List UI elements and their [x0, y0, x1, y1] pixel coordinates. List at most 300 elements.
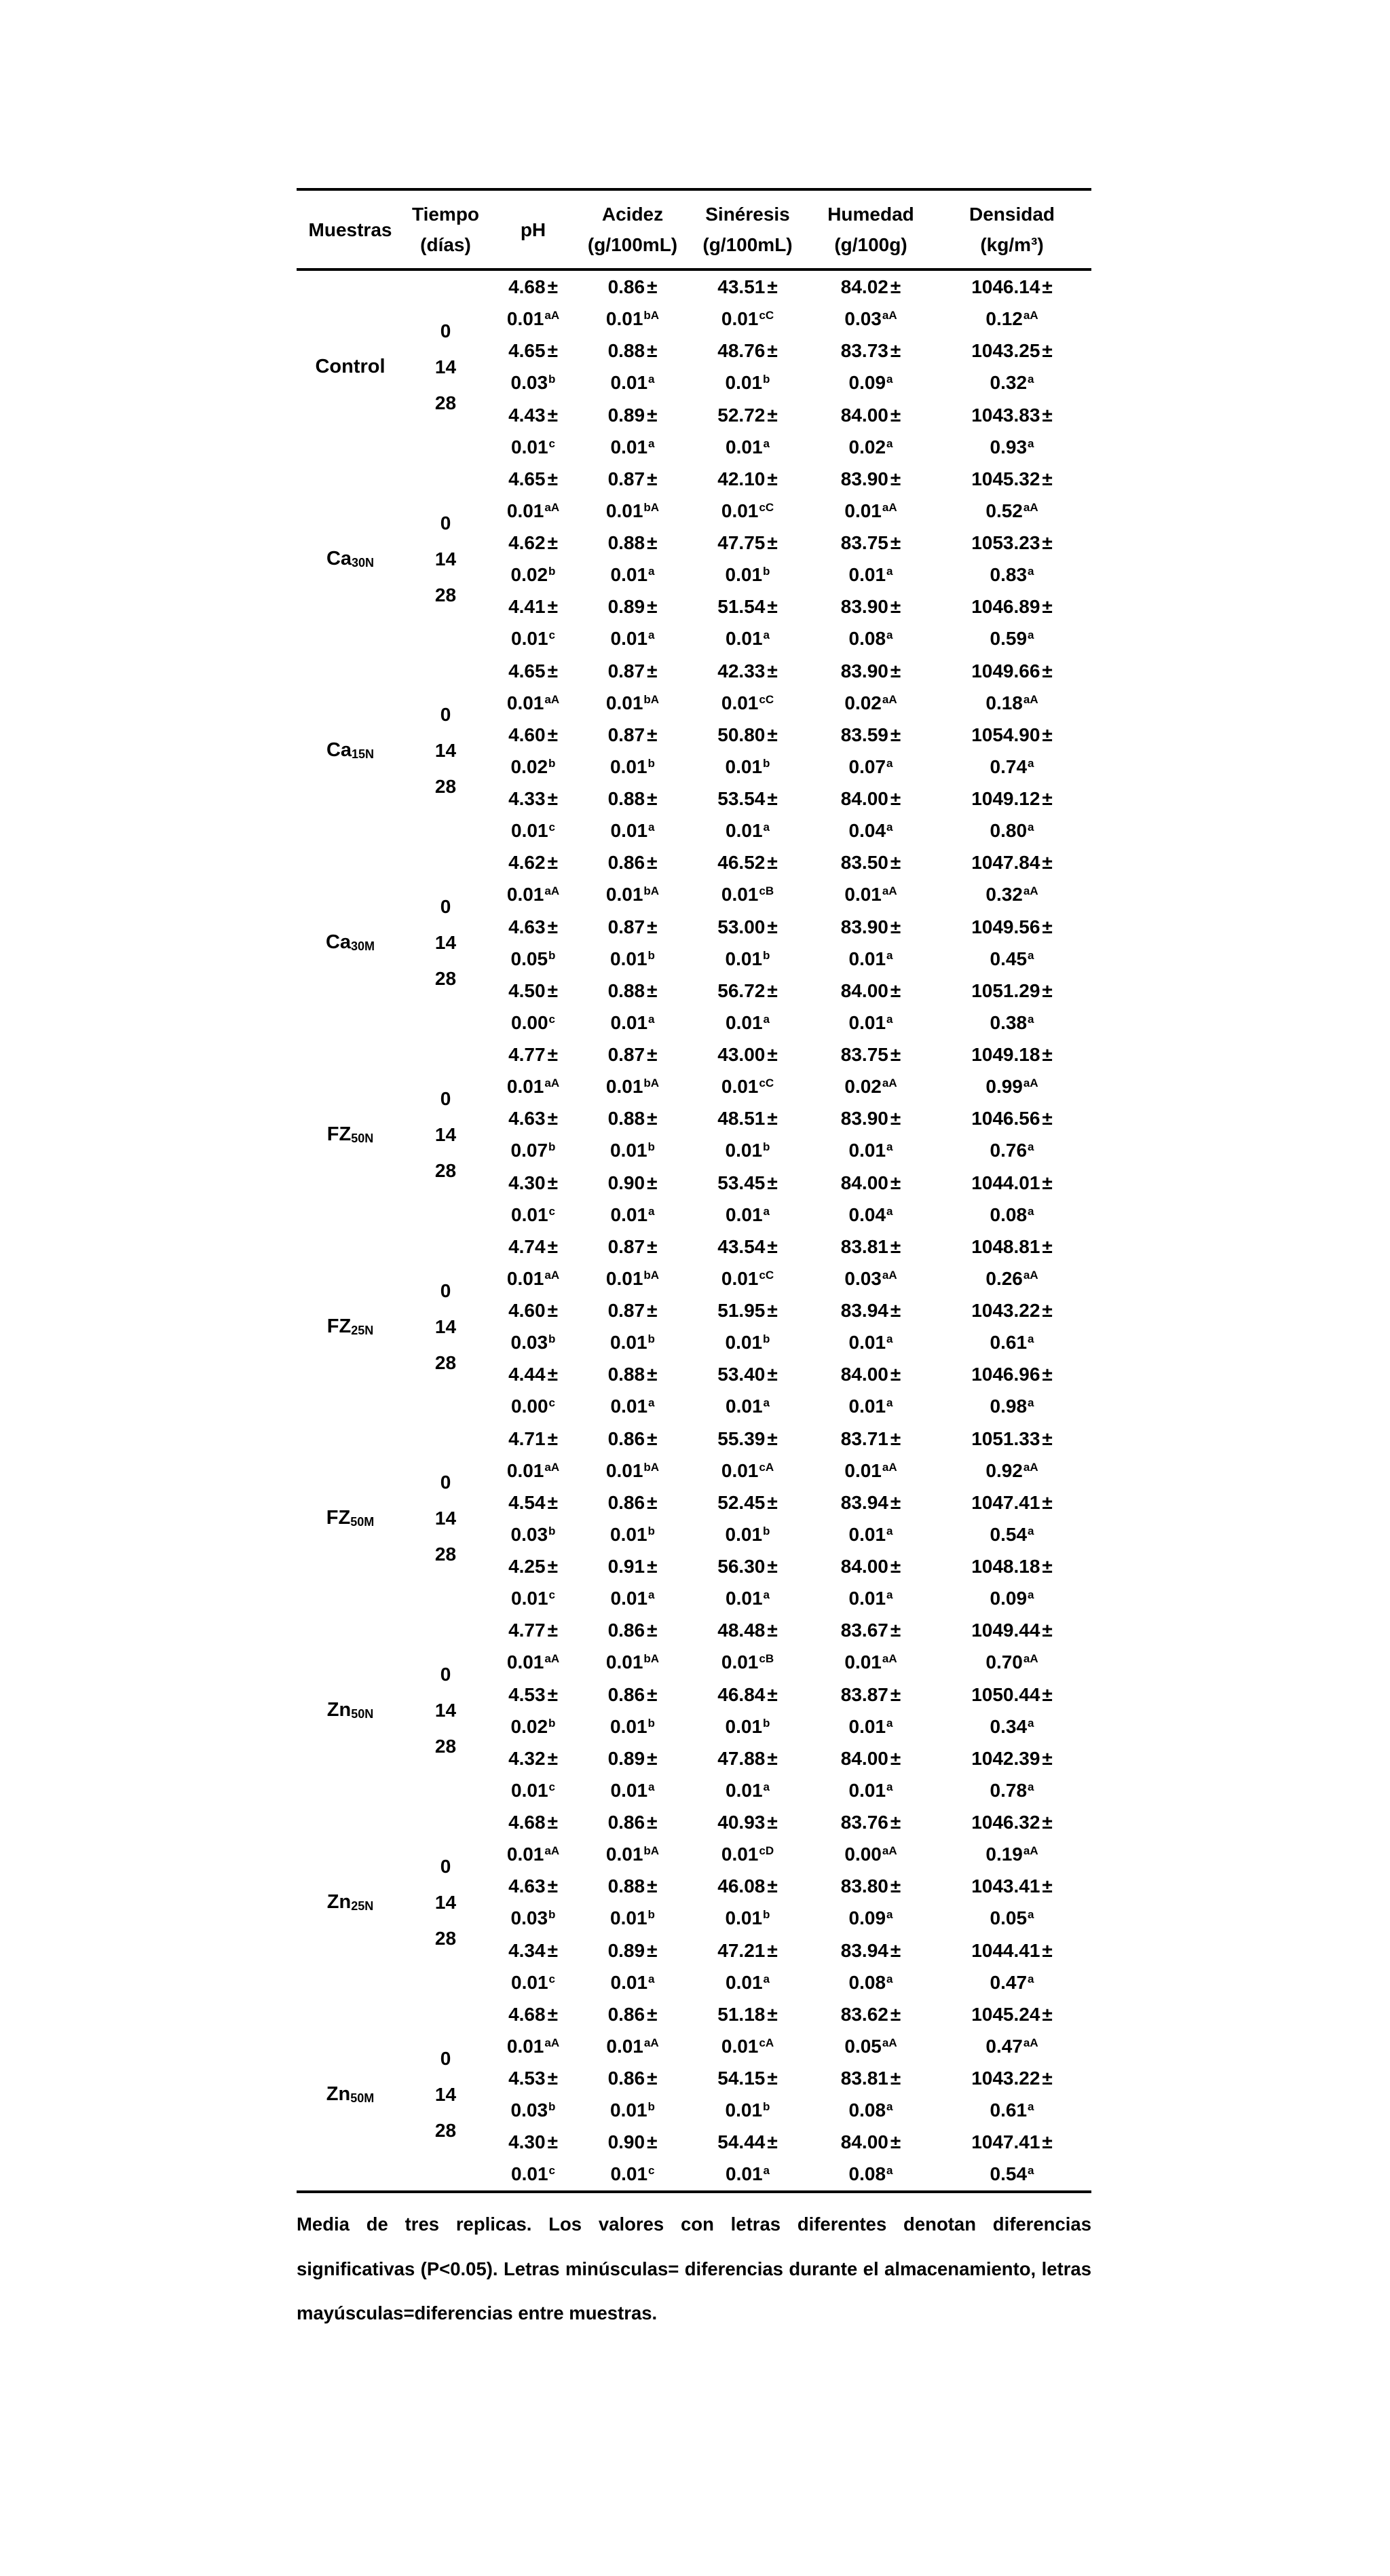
sample-name [297, 1423, 404, 1615]
value-line [933, 1550, 1091, 1582]
error-text: 0.76 [990, 1140, 1028, 1161]
day-label: 0 [440, 1087, 451, 1109]
significance-superscript: b [647, 1140, 655, 1154]
significance-superscript: cD [759, 1844, 774, 1858]
significance-superscript: a [886, 1204, 893, 1218]
significance-superscript: a [763, 1204, 770, 1218]
column-unit: (g/100mL) [702, 234, 793, 255]
plus-minus: ± [547, 596, 558, 618]
plus-minus: ± [1042, 1939, 1053, 1961]
error-line [686, 1774, 809, 1806]
error-text: 0.61 [990, 2099, 1028, 2121]
significance-superscript: b [647, 1908, 655, 1922]
error-text: 0.47 [990, 1971, 1028, 1993]
error-line [487, 2158, 579, 2190]
day-label: 14 [434, 1700, 457, 1721]
error-line [809, 1711, 933, 1742]
value-line [579, 719, 686, 751]
value-text: 4.62 [508, 852, 546, 874]
value-line [809, 1039, 933, 1070]
value-line [933, 1935, 1091, 1966]
value-line [579, 335, 686, 367]
error-text: 0.03 [510, 1907, 548, 1929]
plus-minus: ± [647, 1108, 658, 1130]
plus-minus: ± [1042, 852, 1053, 874]
value-line [579, 846, 686, 878]
measure-cell-acidez [579, 1039, 686, 1231]
column-header-acidez [579, 199, 686, 260]
significance-superscript: a [648, 565, 655, 578]
value-line [487, 271, 579, 303]
value-line [933, 271, 1091, 303]
significance-superscript: b [763, 948, 770, 962]
sample-block-zn50m [297, 1998, 1091, 2190]
plus-minus: ± [1042, 468, 1053, 489]
error-text: 0.01 [610, 1140, 647, 1161]
value-line [933, 335, 1091, 367]
error-line [579, 1134, 686, 1166]
error-text: 0.03 [510, 1332, 548, 1354]
value-line [579, 1935, 686, 1966]
significance-superscript: a [1028, 756, 1034, 770]
error-line [487, 1774, 579, 1806]
value-line [686, 527, 809, 559]
value-text: 4.68 [508, 1812, 546, 1833]
significance-superscript: b [647, 1524, 655, 1537]
value-line [933, 1806, 1091, 1838]
error-text: 0.08 [990, 1203, 1028, 1225]
value-text: 48.51 [717, 1108, 766, 1130]
value-text: 0.86 [607, 1620, 645, 1641]
significance-superscript: aA [882, 309, 897, 322]
value-text: 46.52 [717, 852, 766, 874]
value-line [809, 1487, 933, 1518]
value-text: 0.86 [607, 1427, 645, 1449]
value-text: 4.60 [508, 1300, 546, 1321]
value-line [933, 911, 1091, 943]
significance-superscript: a [886, 821, 893, 834]
value-line [487, 1039, 579, 1070]
error-text: 0.38 [990, 1011, 1028, 1033]
error-text: 0.01 [726, 436, 763, 458]
day-label: 0 [440, 1280, 451, 1301]
plus-minus: ± [767, 1108, 778, 1130]
error-line [686, 1263, 809, 1294]
plus-minus: ± [890, 1427, 901, 1449]
measure-cell-acidez [579, 1806, 686, 1998]
value-text: 1049.12 [971, 788, 1040, 809]
error-line [487, 1902, 579, 1934]
significance-superscript: a [886, 1524, 893, 1537]
value-text: 1046.56 [971, 1108, 1040, 1130]
value-text: 1046.96 [971, 1364, 1040, 1385]
column-header-muestras [297, 214, 404, 245]
plus-minus: ± [767, 660, 778, 682]
error-line [809, 1263, 933, 1294]
significance-superscript: b [548, 565, 556, 578]
value-line [809, 1742, 933, 1774]
error-text: 0.01 [848, 1779, 886, 1801]
value-text: 84.00 [840, 1172, 888, 1193]
value-text: 53.00 [717, 916, 766, 937]
significance-superscript: b [548, 756, 556, 770]
value-line [686, 1231, 809, 1263]
error-line [933, 1902, 1091, 1934]
error-line [933, 622, 1091, 654]
error-text: 0.01 [721, 1844, 759, 1865]
error-text: 0.01 [610, 628, 648, 650]
value-text: 4.63 [508, 1875, 546, 1897]
error-text: 0.32 [990, 372, 1028, 394]
plus-minus: ± [1042, 1364, 1053, 1385]
value-text: 0.90 [607, 2131, 645, 2153]
significance-superscript: b [548, 1908, 556, 1922]
sample-name [297, 1806, 404, 1998]
plus-minus: ± [647, 788, 658, 809]
value-line [809, 1231, 933, 1263]
value-text: 0.89 [607, 404, 645, 426]
error-text: 0.01 [511, 820, 548, 842]
error-text: 0.01 [506, 1267, 544, 1289]
error-line [933, 1390, 1091, 1422]
plus-minus: ± [647, 276, 658, 297]
error-line [579, 751, 686, 783]
measure-cell-acidez [579, 1998, 686, 2190]
value-line [579, 1679, 686, 1711]
error-line [579, 1326, 686, 1358]
error-line [579, 1966, 686, 1998]
value-text: 51.95 [717, 1300, 766, 1321]
value-line [933, 1294, 1091, 1326]
value-text: 0.86 [607, 2068, 645, 2089]
day-label: 14 [434, 1508, 457, 1529]
plus-minus: ± [890, 1812, 901, 1833]
error-line [686, 815, 809, 846]
error-line [579, 878, 686, 910]
error-line [686, 495, 809, 527]
plus-minus: ± [547, 532, 558, 553]
value-line [487, 1870, 579, 1902]
day-label: 28 [434, 1159, 457, 1181]
value-line [686, 335, 809, 367]
column-header-sineresis [686, 199, 809, 260]
value-text: 1051.29 [971, 979, 1040, 1001]
value-line [686, 1742, 809, 1774]
error-text: 0.01 [721, 884, 759, 906]
error-line [933, 687, 1091, 719]
error-text: 0.01 [511, 1588, 548, 1609]
value-text: 83.90 [840, 660, 888, 682]
significance-superscript: aA [1023, 1844, 1038, 1858]
value-text: 1051.33 [971, 1427, 1040, 1449]
error-line [809, 1134, 933, 1166]
error-line [686, 1134, 809, 1166]
value-line [933, 527, 1091, 559]
error-line [933, 495, 1091, 527]
error-text: 0.98 [990, 1396, 1028, 1417]
significance-superscript: b [548, 1140, 556, 1154]
error-text: 0.01 [844, 884, 882, 906]
value-line [686, 783, 809, 815]
error-text: 0.78 [990, 1779, 1028, 1801]
significance-superscript: cA [759, 1460, 774, 1474]
error-line [686, 1199, 809, 1231]
plus-minus: ± [1042, 1172, 1053, 1193]
measure-cell-ph [487, 655, 579, 847]
plus-minus: ± [547, 1044, 558, 1065]
plus-minus: ± [647, 660, 658, 682]
results-table-header [297, 191, 1091, 268]
error-text: 0.01 [506, 1459, 544, 1481]
error-line [487, 1711, 579, 1742]
error-line [933, 1711, 1091, 1742]
value-text: 1044.41 [971, 1939, 1040, 1961]
sample-name [297, 1614, 404, 1806]
significance-superscript: a [886, 565, 893, 578]
plus-minus: ± [890, 724, 901, 745]
plus-minus: ± [547, 1683, 558, 1705]
measure-cell-sineresis [686, 1998, 809, 2190]
error-text: 0.01 [605, 500, 643, 521]
significance-superscript: a [886, 1396, 893, 1410]
value-text: 48.76 [717, 340, 766, 362]
error-line [686, 1838, 809, 1870]
significance-superscript: cA [759, 2036, 774, 2049]
error-line [579, 1007, 686, 1039]
day-label: 0 [440, 320, 451, 341]
column-header-tiempo [404, 199, 487, 260]
measure-cell-densidad [933, 1806, 1091, 1998]
value-line [933, 1102, 1091, 1134]
sample-name-base: Ca [326, 547, 352, 570]
plus-minus: ± [1042, 1300, 1053, 1321]
error-text: 0.01 [511, 436, 548, 458]
error-line [686, 2094, 809, 2126]
plus-minus: ± [647, 1172, 658, 1193]
value-text: 0.88 [607, 979, 645, 1001]
error-line [686, 1518, 809, 1550]
error-line [686, 2158, 809, 2190]
plus-minus: ± [547, 468, 558, 489]
plus-minus: ± [547, 1939, 558, 1961]
error-text: 0.01 [610, 1396, 648, 1417]
value-line [933, 2062, 1091, 2094]
sample-name-base: Zn [326, 1699, 352, 1721]
error-line [809, 751, 933, 783]
error-line [686, 367, 809, 398]
error-line [809, 1902, 933, 1934]
value-text: 4.63 [508, 916, 546, 937]
error-text: 0.54 [990, 1523, 1028, 1545]
significance-superscript: a [1028, 1780, 1034, 1793]
plus-minus: ± [647, 2003, 658, 2025]
error-line [809, 2094, 933, 2126]
value-line [487, 846, 579, 878]
plus-minus: ± [890, 916, 901, 937]
sample-name-base: Ca [325, 931, 352, 954]
error-text: 0.01 [844, 1651, 882, 1673]
error-line [686, 1646, 809, 1678]
error-line [579, 687, 686, 719]
significance-superscript: aA [882, 1652, 897, 1666]
error-text: 0.01 [610, 1203, 648, 1225]
plus-minus: ± [890, 1172, 901, 1193]
error-text: 0.59 [990, 628, 1028, 650]
error-line [579, 1263, 686, 1294]
value-text: 83.76 [840, 1812, 888, 1833]
error-line [933, 303, 1091, 335]
significance-superscript: cC [759, 1268, 774, 1282]
plus-minus: ± [890, 1044, 901, 1065]
significance-superscript: aA [1023, 309, 1038, 322]
value-text: 1049.44 [971, 1620, 1040, 1641]
value-line [933, 1231, 1091, 1263]
value-text: 53.45 [717, 1172, 766, 1193]
measure-cell-humedad [809, 1806, 933, 1998]
value-text: 0.87 [607, 724, 645, 745]
value-text: 83.90 [840, 916, 888, 937]
plus-minus: ± [1042, 532, 1053, 553]
value-text: 0.87 [607, 660, 645, 682]
value-text: 1046.14 [971, 276, 1040, 297]
error-line [487, 1646, 579, 1678]
error-line [487, 1326, 579, 1358]
error-line [487, 1390, 579, 1422]
measure-cell-ph [487, 1806, 579, 1998]
significance-superscript: a [886, 1140, 893, 1154]
significance-superscript: aA [1023, 2036, 1038, 2049]
error-text: 0.01 [610, 1332, 647, 1354]
error-line [487, 495, 579, 527]
error-line [579, 2030, 686, 2062]
value-line [487, 1806, 579, 1838]
tiempo-cell [404, 463, 487, 655]
value-line [809, 527, 933, 559]
plus-minus: ± [890, 1875, 901, 1897]
value-text: 1047.41 [971, 1491, 1040, 1513]
significance-superscript: a [886, 1716, 893, 1730]
significance-superscript: a [763, 2164, 770, 2178]
error-line [686, 2030, 809, 2062]
value-line [686, 1935, 809, 1966]
significance-superscript: aA [882, 692, 897, 706]
significance-superscript: a [648, 629, 655, 642]
error-text: 0.02 [510, 564, 548, 586]
plus-minus: ± [547, 1747, 558, 1769]
plus-minus: ± [1042, 1556, 1053, 1577]
day-label: 28 [434, 392, 457, 413]
error-text: 0.01 [726, 1011, 763, 1033]
error-text: 0.01 [511, 2163, 548, 2185]
sample-block-fz50m [297, 1423, 1091, 1615]
error-line [809, 1390, 933, 1422]
measure-cell-densidad [933, 1423, 1091, 1615]
significance-superscript: a [1028, 821, 1034, 834]
error-line [809, 1455, 933, 1487]
value-line [579, 1487, 686, 1518]
plus-minus: ± [767, 1747, 778, 1769]
column-unit: (días) [420, 234, 471, 255]
significance-superscript: a [1028, 565, 1034, 578]
day-label: 14 [434, 2083, 457, 2105]
significance-superscript: a [763, 1780, 770, 1793]
plus-minus: ± [890, 1300, 901, 1321]
value-text: 4.65 [508, 660, 546, 682]
value-line [809, 335, 933, 367]
plus-minus: ± [547, 660, 558, 682]
measure-cell-densidad [933, 1998, 1091, 2190]
error-line [933, 2030, 1091, 2062]
value-line [809, 1358, 933, 1390]
plus-minus: ± [647, 1044, 658, 1065]
column-unit: (kg/m³) [980, 234, 1044, 255]
value-line [487, 655, 579, 687]
value-line [809, 1102, 933, 1134]
value-line [487, 591, 579, 622]
significance-superscript: aA [544, 1268, 560, 1282]
plus-minus: ± [647, 1427, 658, 1449]
value-line [809, 1998, 933, 2030]
error-line [933, 1774, 1091, 1806]
plus-minus: ± [1042, 1812, 1053, 1833]
measure-cell-densidad [933, 1231, 1091, 1423]
value-text: 46.08 [717, 1875, 766, 1897]
measure-cell-humedad [809, 1614, 933, 1806]
error-text: 0.02 [510, 755, 548, 777]
value-text: 4.54 [508, 1491, 546, 1513]
significance-superscript: cC [759, 500, 774, 514]
value-line [933, 1167, 1091, 1199]
measure-cell-humedad [809, 1998, 933, 2190]
value-line [933, 1487, 1091, 1518]
value-text: 1043.22 [971, 2068, 1040, 2089]
day-label: 0 [440, 2047, 451, 2069]
error-text: 0.47 [985, 2035, 1023, 2057]
error-line [686, 1582, 809, 1614]
value-line [579, 1870, 686, 1902]
value-line [686, 655, 809, 687]
plus-minus: ± [647, 724, 658, 745]
value-text: 43.00 [717, 1044, 766, 1065]
tiempo-cell [404, 655, 487, 847]
error-text: 0.04 [848, 820, 886, 842]
value-text: 1048.18 [971, 1556, 1040, 1577]
error-text: 0.07 [848, 755, 886, 777]
plus-minus: ± [547, 852, 558, 874]
error-text: 0.01 [610, 1523, 647, 1545]
error-text: 0.01 [506, 2035, 544, 2057]
significance-superscript: a [1028, 1012, 1034, 1026]
value-text: 4.68 [508, 276, 546, 297]
value-line [487, 1231, 579, 1263]
significance-superscript: b [647, 1716, 655, 1730]
error-line [933, 1199, 1091, 1231]
error-text: 0.01 [511, 1779, 548, 1801]
error-text: 0.08 [848, 628, 886, 650]
error-text: 0.01 [605, 1267, 643, 1289]
sample-name [297, 846, 404, 1039]
value-line [579, 975, 686, 1007]
error-text: 0.12 [985, 308, 1023, 330]
measure-cell-acidez [579, 846, 686, 1039]
error-line [487, 1455, 579, 1487]
plus-minus: ± [767, 1300, 778, 1321]
value-line [579, 271, 686, 303]
error-text: 0.54 [990, 2163, 1028, 2185]
value-line [579, 1550, 686, 1582]
column-title: Acidez [601, 204, 664, 225]
value-text: 4.50 [508, 979, 546, 1001]
